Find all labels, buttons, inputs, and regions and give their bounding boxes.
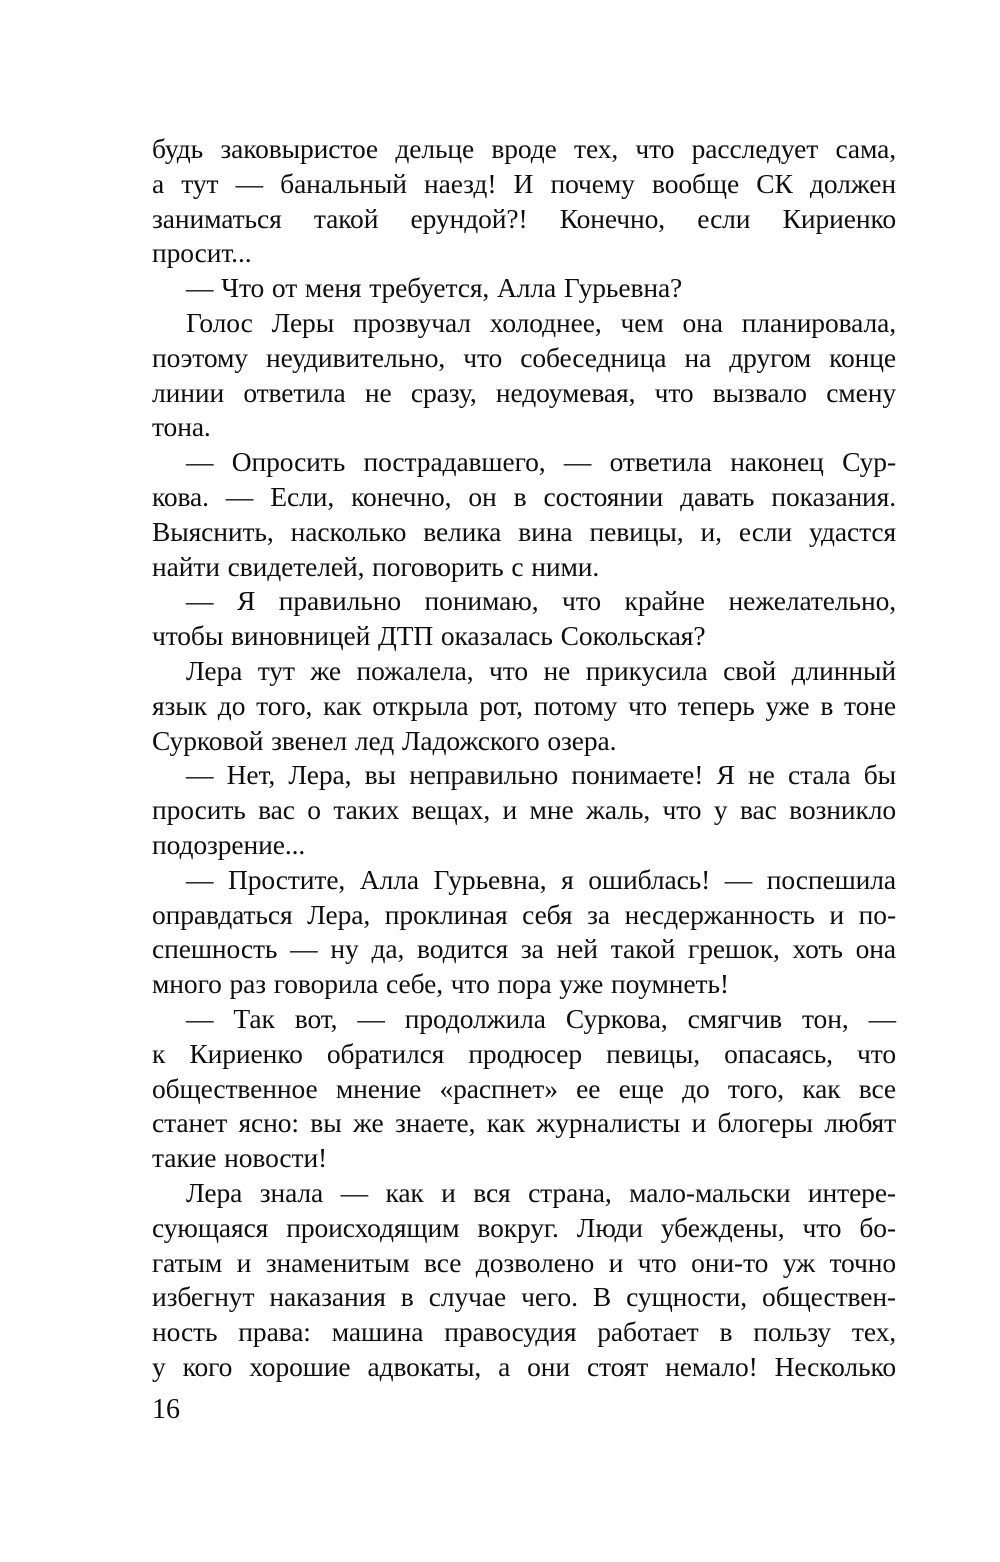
paragraph — [152, 1176, 896, 1385]
text-line: сующаяся происходящим вокруг. Люди убеждены, что бо- — [152, 1211, 896, 1243]
text-line: у кого хорошие адвокаты, а они стоят немало! Несколько — [152, 1350, 896, 1382]
text-line: язык до того, как открыла рот, потому что теперь уже в тоне — [152, 689, 896, 721]
text-line: Голос Леры прозвучал холоднее, чем она планировала, — [186, 306, 896, 338]
paragraph — [152, 306, 896, 445]
paragraph — [152, 445, 896, 584]
text-line: спешность — ну да, водится за ней такой грешок, хоть она — [152, 933, 896, 965]
paragraph — [152, 863, 896, 1002]
text-line: — Простите, Алла Гурьевна, я ошиблась! — поспешила — [186, 863, 896, 895]
paragraph — [152, 654, 896, 758]
text-line: много раз говорила себе, что пора уже поумнеть! — [152, 968, 729, 1000]
text-line: гатым и знаменитым все дозволено и что они-то уж точно — [152, 1246, 896, 1278]
text-line: будь заковыристое дельце вроде тех, что расследует сама, — [152, 133, 896, 164]
text-block — [152, 132, 896, 1385]
text-line: тона. — [152, 411, 211, 443]
paragraph — [152, 584, 896, 654]
paragraph — [152, 1002, 896, 1176]
text-line: заниматься такой ерундой?! Конечно, если Кириенко — [152, 202, 896, 234]
text-line: Лера тут же пожалела, что не прикусила свой длинный — [186, 654, 896, 686]
text-line: а тут — банальный наезд! И почему вообще СК должен — [152, 167, 896, 199]
text-line: оправдаться Лера, проклиная себя за несдержанность и по- — [152, 898, 896, 930]
page-number: 16 — [152, 1394, 180, 1425]
paragraph — [152, 132, 896, 271]
text-line: — Так вот, — продолжила Суркова, смягчив тон, — — [186, 1002, 896, 1034]
text-line: Выяснить, насколько велика вина певицы, и, если удастся — [152, 515, 896, 547]
text-line: кова. — Если, конечно, он в состоянии давать показания. — [152, 480, 896, 512]
text-line: просит... — [152, 237, 252, 269]
text-line: найти свидетелей, поговорить с ними. — [152, 550, 600, 582]
text-line: ность права: машина правосудия работает в пользу тех, — [152, 1316, 896, 1348]
text-line: — Что от меня требуется, Алла Гурьевна? — [186, 272, 683, 304]
text-line: линии ответила не сразу, недоумевая, что вызвало смену — [152, 376, 896, 408]
text-line: общественное мнение «распнет» ее еще до того, как все — [152, 1072, 896, 1104]
text-line: чтобы виновницей ДТП оказалась Сокольская? — [152, 620, 706, 652]
paragraph — [152, 271, 896, 306]
text-line: станет ясно: вы же знаете, как журналисты и блогеры любят — [152, 1107, 896, 1139]
text-line: Сурковой звенел лед Ладожского озера. — [152, 724, 617, 756]
text-line: просить вас о таких вещах, и мне жаль, что у вас возникло — [152, 794, 896, 826]
text-line: — Нет, Лера, вы неправильно понимаете! Я не стала бы — [186, 759, 896, 791]
paragraph — [152, 758, 896, 862]
text-line: — Опросить пострадавшего, — ответила наконец Сур- — [186, 446, 896, 478]
text-line: поэтому неудивительно, что собеседница на другом конце — [152, 341, 896, 373]
text-line: подозрение... — [152, 828, 306, 860]
text-line: Лера знала — как и вся страна, мало-мальски интере- — [186, 1176, 896, 1208]
text-line: избегнут наказания в случае чего. В сущности, обществен- — [152, 1281, 896, 1313]
text-line: к Кириенко обратился продюсер певицы, опасаясь, что — [152, 1037, 896, 1069]
text-line: — Я правильно понимаю, что крайне нежелательно, — [186, 585, 896, 617]
text-line: такие новости! — [152, 1142, 328, 1174]
